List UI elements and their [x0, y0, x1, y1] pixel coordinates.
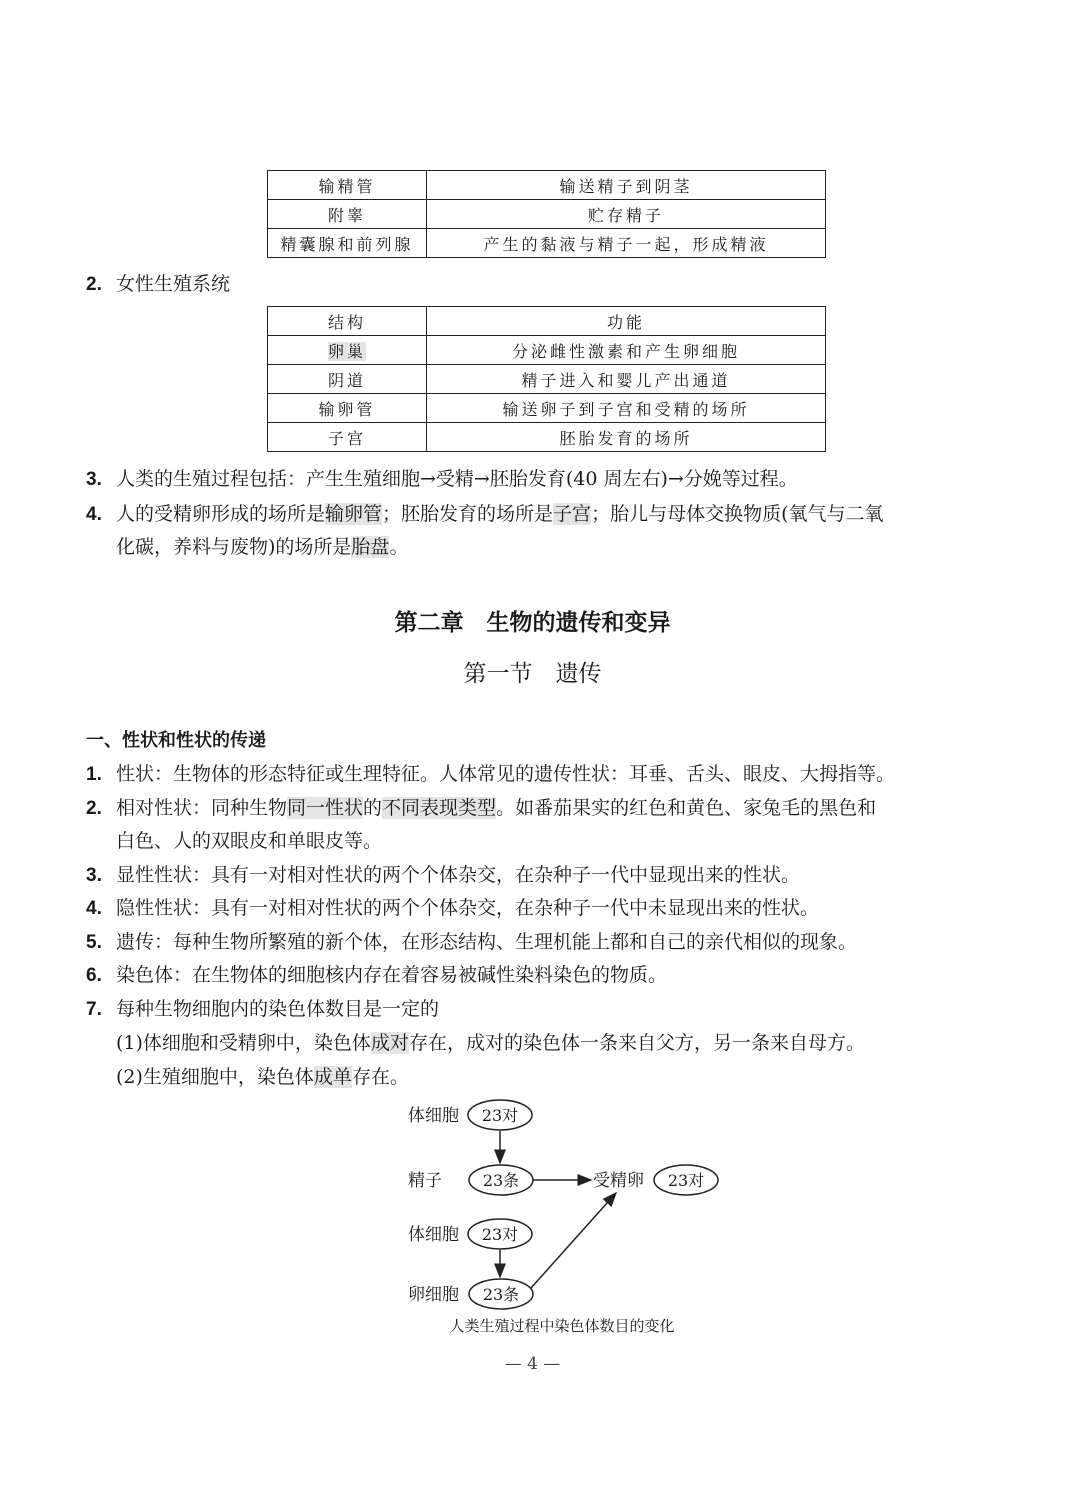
- highlighted-term: 胎盘: [351, 536, 390, 558]
- item-text: 每种生物细胞内的染色体数目是一定的: [116, 998, 440, 1020]
- item-text: (1)体细胞和受精卵中，染色体: [116, 1032, 371, 1054]
- item-text: 的: [363, 797, 383, 819]
- item-number: 2.: [86, 274, 102, 295]
- function-cell: 精子进入和婴儿产出通道: [427, 365, 826, 394]
- function-cell: 分泌雌性激素和产生卵细胞: [427, 336, 826, 365]
- section-title: 第一节 遗传: [463, 661, 602, 687]
- item-text: 人的受精卵形成的场所是: [116, 503, 326, 525]
- item-number: 3.: [86, 469, 102, 490]
- highlighted-term: 输卵管: [325, 503, 383, 525]
- item-number: 4.: [86, 504, 102, 525]
- function-cell: 胚胎发育的场所: [427, 423, 826, 452]
- highlighted-term: 不同表现类型: [382, 797, 497, 819]
- item-text: 。如番茄果实的红色和黄色、家兔毛的黑色和: [496, 797, 877, 819]
- item-text: ；胎儿与母体交换物质(氧气与二氧: [591, 503, 884, 525]
- item-number: 3.: [86, 865, 102, 886]
- item-text: 人类的生殖过程包括：产生生殖细胞→受精→胚胎发育(40 周左右)→分娩等过程。: [116, 468, 798, 490]
- diagram-caption: 人类生殖过程中染色体数目的变化: [449, 1317, 675, 1335]
- function-cell: 贮存精子: [427, 200, 826, 229]
- item-text: 性状：生物体的形态特征或生理特征。人体常见的遗传性状：耳垂、舌头、眼皮、大拇指等。: [116, 763, 896, 785]
- highlighted-term: 成对: [370, 1032, 409, 1054]
- highlighted-term: 同一性状: [287, 797, 364, 819]
- zygote-label: 受精卵: [593, 1171, 644, 1191]
- egg-cell-label: 卵细胞: [408, 1285, 459, 1305]
- structure-cell: 输精管: [268, 171, 427, 200]
- subsection-title: 一、性状和性状的传递: [86, 730, 266, 751]
- highlighted-term: 卵巢: [327, 341, 366, 361]
- page-number: — 4 —: [504, 1354, 561, 1374]
- highlighted-term: 子宫: [553, 503, 592, 525]
- item-text: 遗传：每种生物所繁殖的新个体，在形态结构、生理机能上都和自己的亲代相似的现象。: [116, 931, 858, 953]
- function-cell: 产生的黏液与精子一起，形成精液: [427, 229, 826, 258]
- item-number: 5.: [86, 932, 102, 953]
- item-text: 显性性状：具有一对相对性状的两个个体杂交，在杂种子一代中显现出来的性状。: [116, 864, 801, 886]
- single-count-1: 23条: [482, 1171, 520, 1190]
- item-text: 存在，成对的染色体一条来自父方，另一条来自母方。: [408, 1032, 865, 1054]
- sperm-label: 精子: [408, 1171, 442, 1191]
- function-cell: 输送精子到阴茎: [427, 171, 826, 200]
- structure-cell: 输卵管: [268, 394, 427, 423]
- body-cell-label-1: 体细胞: [408, 1106, 459, 1126]
- zygote-pair-count: 23对: [667, 1171, 705, 1190]
- arrow-egg-to-zygote: [531, 1193, 616, 1288]
- structure-cell: 子宫: [268, 423, 427, 452]
- body-cell-label-2: 体细胞: [408, 1225, 459, 1245]
- function-cell: 输送卵子到子宫和受精的场所: [427, 394, 826, 423]
- item-text: 存在。: [351, 1066, 409, 1088]
- item-number: 7.: [86, 999, 102, 1020]
- structure-cell: 阴道: [268, 365, 427, 394]
- item-number: 1.: [86, 764, 102, 785]
- item-text: 白色、人的双眼皮和单眼皮等。: [116, 830, 383, 852]
- item-number: 4.: [86, 898, 102, 919]
- chapter-title: 第二章 生物的遗传和变异: [394, 610, 671, 636]
- highlighted-term: 成单: [313, 1066, 352, 1088]
- item-text: 女性生殖系统: [116, 273, 231, 295]
- structure-cell: 精囊腺和前列腺: [268, 229, 427, 258]
- header-structure: 结构: [268, 307, 427, 336]
- item-text: 隐性性状：具有一对相对性状的两个个体杂交，在杂种子一代中未显现出来的性状。: [116, 897, 820, 919]
- structure-cell: 附睾: [268, 200, 427, 229]
- item-text: ；胚胎发育的场所是: [382, 503, 554, 525]
- item-text: 。: [389, 536, 409, 558]
- item-text: (2)生殖细胞中，染色体: [116, 1066, 314, 1088]
- single-count-2: 23条: [482, 1285, 520, 1304]
- pair-count-2: 23对: [481, 1225, 519, 1244]
- item-text: 化碳，养料与废物)的场所是: [116, 536, 352, 558]
- header-function: 功能: [427, 307, 826, 336]
- item-text: 相对性状：同种生物: [116, 797, 288, 819]
- pair-count-1: 23对: [481, 1106, 519, 1125]
- item-number: 2.: [86, 798, 102, 819]
- item-text: 染色体：在生物体的细胞核内存在着容易被碱性染料染色的物质。: [116, 964, 668, 986]
- item-number: 6.: [86, 965, 102, 986]
